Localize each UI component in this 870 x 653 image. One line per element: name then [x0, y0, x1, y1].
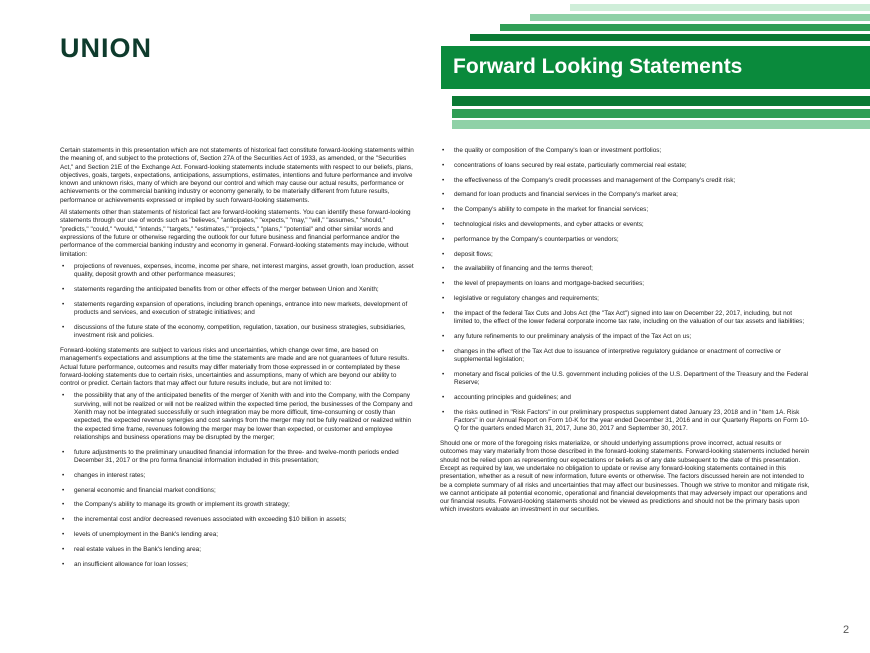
- stripe-2: [530, 14, 870, 21]
- statement-examples-list: [60, 263, 415, 341]
- left-column: [60, 147, 415, 575]
- page-number: 2: [843, 624, 850, 636]
- list-item: • future adjustments to the preliminary unaudited financial information for the three- and twelve-month periods ended December 31, 2017 or the pro forma financial information included in this presentation;: [60, 449, 415, 466]
- list-item: • concentrations of loans secured by real estate, particularly commercial real estate;: [440, 162, 810, 170]
- risk-factors-list-left: [60, 392, 415, 568]
- list-item: • the level of prepayments on loans and mortgage-backed securities;: [440, 280, 810, 288]
- list-item: • legislative or regulatory changes and requirements;: [440, 295, 810, 303]
- stripe-1: [570, 4, 870, 11]
- list-item: • the incremental cost and/or decreased revenues associated with exceeding $10 billion in assets;: [60, 516, 415, 524]
- risk-factors-list-right: [440, 147, 810, 434]
- list-item: • levels of unemployment in the Bank's lending area;: [60, 531, 415, 539]
- stripe-3: [500, 24, 870, 31]
- closing-paragraph: Should one or more of the foregoing risks materialize, or should underlying assumptions prove incorrect, actual results or outcomes may vary materially from those described in the forward-looking statements. Forward-looking statements included herein should not be relied upon as representing our expectations or beliefs as of any date subsequent to the date of this presentation. Except as required by law, we undertake no obligation to update or revise any forward-looking statements contained in this presentation, whether as a result of new information, future events or otherwise. The factors discussed herein are not intended to be a complete summary of all risks and uncertainties that may affect our businesses. Though we strive to monitor and mitigate risk, we cannot anticipate all potential economic, operational and financial developments that may adversely impact our operations and our financial results. Forward-looking statements should not be viewed as predictions and should not be the primary basis upon which investors evaluate an investment in our securities.: [440, 440, 810, 514]
- list-item: • the Company's ability to compete in the market for financial services;: [440, 206, 810, 214]
- page-title: Forward Looking Statements: [453, 55, 743, 78]
- stripe-5: [452, 96, 870, 106]
- stripe-6: [452, 109, 870, 118]
- list-item: • statements regarding the anticipated benefits from or other effects of the merger between Union and Xenith;: [60, 286, 415, 294]
- list-item: • demand for loan products and financial services in the Company's market area;: [440, 191, 810, 199]
- stripe-4: [470, 34, 870, 41]
- list-item: • the quality or composition of the Company's loan or investment portfolios;: [440, 147, 810, 155]
- risk-factors-paragraph: Forward-looking statements are subject to various risks and uncertainties, which change over time, are based on management's expectations and assumptions at the time the statements are made and are not guarantees of future results. Actual future performance, outcomes and results may differ materially from those expressed in or contemplated by these forward-looking statements due to certain risks, uncertainties and assumptions, many of which are beyond our ability to control or predict. Certain factors that may affect our future results include, but are not limited to:: [60, 346, 410, 388]
- right-column: [440, 147, 810, 519]
- list-item: • the availability of financing and the terms thereof;: [440, 265, 810, 273]
- union-logo: UNION: [60, 33, 152, 63]
- list-item: • the Company's ability to manage its growth or implement its growth strategy;: [60, 501, 415, 509]
- list-item: • technological risks and developments, and cyber attacks or events;: [440, 221, 810, 229]
- list-item: • accounting principles and guidelines; and: [440, 394, 810, 402]
- list-item: • changes in interest rates;: [60, 472, 415, 480]
- title-banner: [441, 46, 870, 89]
- list-item: • the possibility that any of the anticipated benefits of the merger of Xenith with and into the Company, with the Company surviving, will not be realized or will not be realized within the expected time period, the businesses of the Company and Xenith may not be integrated successfully or such integration may be more difficult, time-consuming or costly than expected, the expected revenue synergies and cost savings from the merger may not be fully realized or realized within the expected time frame, revenues following the merger may be lower than expected, or customer and employee relationships and business operations may be disrupted by the merger;: [60, 392, 415, 442]
- list-item: • projections of revenues, expenses, income, income per share, net interest margins, asset growth, loan production, asset quality, deposit growth and other performance measures;: [60, 263, 415, 280]
- list-item: • real estate values in the Bank's lending area;: [60, 546, 415, 554]
- list-item: • changes in the effect of the Tax Act due to issuance of interpretive regulatory guidance or enactment of corrective or supplemental legislation;: [440, 348, 810, 365]
- list-item: • the risks outlined in "Risk Factors" in our preliminary prospectus supplement dated January 23, 2018 and in "Item 1A. Risk Factors" in our Annual Report on Form 10-K for the year ended December 31, 2016 and in our Quarterly Reports on Form 10-Q for the quarters ended March 31, 2017, June 30, 2017 and September 30, 2017.: [440, 409, 810, 434]
- list-item: • discussions of the future state of the economy, competition, regulation, taxation, our business strategies, subsidiaries, investment risk and policies.: [60, 324, 415, 341]
- list-item: • deposit flows;: [440, 251, 810, 259]
- intro-paragraph: Certain statements in this presentation which are not statements of historical fact constitute forward-looking statements within the meaning of, and subject to the protections of, Section 27A of the Securities Act of 1933, as amended, or the "Securities Act," and Section 21E of the Exchange Act. Forward-looking statements include statements with respect to our beliefs, plans, objectives, goals, targets, expectations, anticipations, assumptions, estimates, intentions and future performance and involve known and unknown risks, many of which are beyond our control and which may cause our actual results, performance or achievements or the commercial banking industry or economy generally, to be materially different from future results, performance or achievements expressed or implied by such forward-looking statements.: [60, 147, 414, 204]
- list-item: • any future refinements to our preliminary analysis of the impact of the Tax Act on us;: [440, 333, 810, 341]
- list-item: • monetary and fiscal policies of the U.S. government including policies of the U.S. Department of the Treasury and the Federal Reserve;: [440, 371, 810, 388]
- list-item: • the impact of the federal Tax Cuts and Jobs Act (the "Tax Act") signed into law on December 22, 2017, including, but not limited to, the effect of the lower federal corporate income tax rate, including on the valuation of our tax assets and liabilities;: [440, 310, 810, 327]
- list-item: • performance by the Company's counterparties or vendors;: [440, 236, 810, 244]
- list-item: • the effectiveness of the Company's credit processes and management of the Company's credit risk;: [440, 177, 810, 185]
- stripe-7: [452, 120, 870, 129]
- list-item: • statements regarding expansion of operations, including branch openings, entrance into new markets, development of products and services, and execution of strategic initiatives; and: [60, 301, 415, 318]
- list-item: • general economic and financial market conditions;: [60, 487, 415, 495]
- forward-looking-words-paragraph: All statements other than statements of historical fact are forward-looking statements. You can identify these forward-looking statements through our use of words such as "believes," "anticipates," "expects," "may," "will," "assumes," "should," "predicts," "could," "would," "intends," "targets," "estimates," "projects," "plans," "potential" and other similar words and expressions of the future or otherwise regarding the outlook for our future business and financial performance and/or the performance of the commercial banking industry and economy in general. Forward-looking statements may include, without limitation:: [60, 209, 411, 258]
- list-item: • an insufficient allowance for loan losses;: [60, 561, 415, 569]
